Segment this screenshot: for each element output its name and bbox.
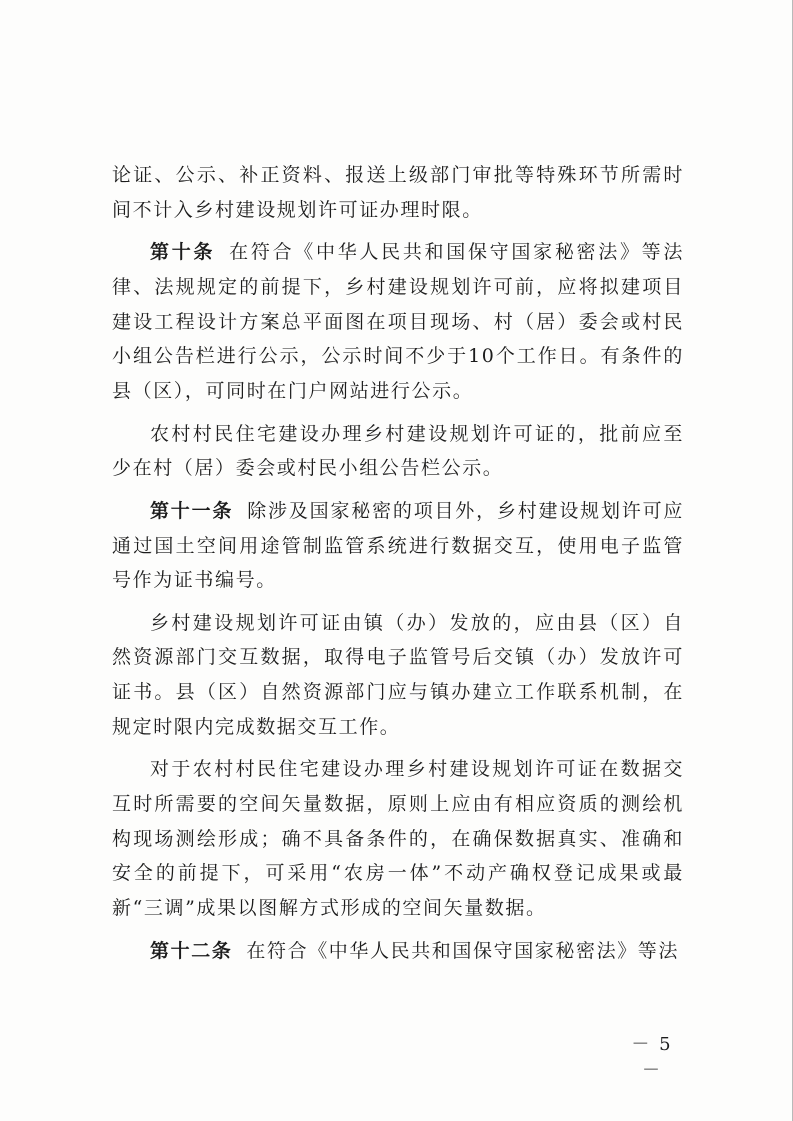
paragraph-text: 乡村建设规划许可证由镇（办）发放的，应由县（区）自然资源部门交互数据，取得电子监管号后交镇（办）发放许可证书。县（区）自然资源部门应与镇办建立工作联系机制，在规定时限内完成数据交互工作。 [112,611,684,738]
article-heading: 第十二条 [150,939,233,962]
paragraph-3 [112,417,684,486]
document-body [112,158,684,976]
paragraph-article-12 [112,934,684,969]
paragraph-5 [112,606,684,744]
article-heading: 第十一条 [150,499,234,522]
article-heading: 第十条 [150,241,216,264]
paragraph-text: 农村村民住宅建设办理乡村建设规划许可证的，批前应至少在村（居）委会或村民小组公告栏公示。 [112,422,684,480]
paragraph-text: 除涉及国家秘密的项目外，乡村建设规划许可应通过国土空间用途管制监管系统进行数据交互，使用电子监管号作为证书编号。 [112,499,684,592]
paragraph-text: 论证、公示、补正资料、报送上级部门审批等特殊环节所需时间不计入乡村建设规划许可证办理时限。 [112,164,684,221]
paragraph-article-11 [112,494,684,598]
paragraph-1 [112,158,684,227]
paragraph-text: 在符合《中华人民共和国保守国家秘密法》等法律、法规规定的前提下，乡村建设规划许可前，应将拟建项目建设工程设计方案总平面图在项目现场、村（居）委会或村民小组公告栏进行公示，公示时间不少于10个工作日。有条件的县（区），可同时在门户网站进行公示。 [112,241,684,402]
paragraph-article-10 [112,235,684,408]
paragraph-text: 在符合《中华人民共和国保守国家秘密法》等法 [246,939,680,962]
paragraph-6 [112,752,684,925]
paragraph-text: 对于农村村民住宅建设办理乡村建设规划许可证在数据交互时所需要的空间矢量数据，原则上应由有相应资质的测绘机构现场测绘形成；确不具备条件的，在确保数据真实、准确和安全的前提下，可采用“农房一体”不动产确权登记成果或最新“三调”成果以图解方式形成的空间矢量数据。 [112,758,684,919]
page-number: － 5 － [631,1034,673,1081]
